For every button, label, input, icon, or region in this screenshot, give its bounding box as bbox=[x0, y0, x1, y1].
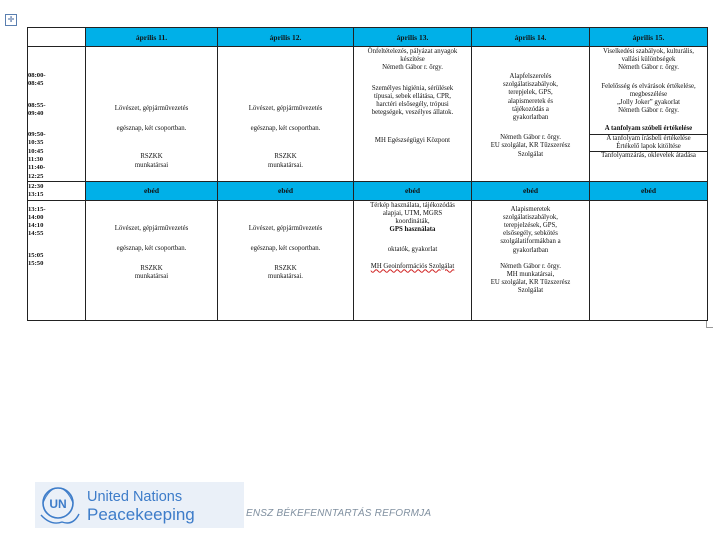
session-cell bbox=[472, 47, 590, 182]
header-time-cell bbox=[28, 28, 86, 47]
session-text: Németh Gábor r. őrgy. bbox=[618, 64, 679, 72]
session-cell bbox=[218, 200, 354, 320]
time-label: 11:30 bbox=[28, 156, 44, 164]
afternoon-row bbox=[28, 200, 708, 320]
time-label: 09:40 bbox=[28, 109, 44, 117]
logo-line2: Peacekeeping bbox=[87, 505, 195, 524]
session-text: szolgálatiszabályok, bbox=[503, 81, 558, 89]
session-text: Németh Gábor r. őrgy. bbox=[500, 262, 561, 270]
session-cell bbox=[590, 47, 708, 182]
session-text: Németh Gábor r. őrgy. bbox=[500, 134, 561, 142]
session-text: típusai, sebek ellátása, CPR, bbox=[373, 92, 452, 100]
day-header: április 12. bbox=[218, 28, 354, 47]
table-anchor-icon[interactable]: ✛ bbox=[5, 14, 17, 26]
session-text: alapjai, UTM, MGRS bbox=[382, 209, 443, 217]
logo-line1: United Nations bbox=[87, 489, 183, 505]
session-text: munkatársai bbox=[134, 161, 169, 169]
time-label: 11:40- bbox=[28, 164, 46, 172]
session-text: MH Egészségügyi Központ bbox=[374, 137, 451, 145]
session-text: Németh Gábor r. őrgy. bbox=[382, 64, 443, 72]
svg-text:UN: UN bbox=[49, 497, 67, 511]
lunch-cell: ebéd bbox=[472, 181, 590, 200]
session-text: MH Geoinformációs Szolgálat bbox=[370, 262, 455, 270]
session-text: oktatók, gyakorlat bbox=[387, 246, 438, 254]
session-text: Tanfolyamzárás, oklevelek átadása bbox=[590, 151, 707, 160]
footer-caption: ENSZ BÉKEFENNTARTÁS REFORMJA bbox=[246, 508, 432, 519]
session-text: betegségek, veszélyes állatok. bbox=[371, 109, 454, 117]
session-text: EU szolgálat, KR Tűzszerész bbox=[490, 279, 571, 287]
session-text: gyakorlatban bbox=[512, 114, 549, 122]
time-label: 13:15- bbox=[28, 205, 46, 213]
day-header: április 14. bbox=[472, 28, 590, 47]
session-text: Alapfelszerelés bbox=[509, 73, 552, 80]
session-cell bbox=[590, 200, 708, 320]
day-header: április 11. bbox=[86, 28, 218, 47]
session-text: tájékozódás a bbox=[512, 105, 549, 113]
session-text: RSZKK bbox=[140, 264, 163, 272]
time-label: 09:50- bbox=[28, 131, 46, 139]
session-text: „Jolly Joker” gyakorlat bbox=[616, 99, 681, 107]
session-text: gyakorlatban bbox=[512, 246, 549, 254]
table-resize-handle[interactable] bbox=[706, 321, 713, 328]
time-label: 13:15 bbox=[28, 191, 44, 199]
session-cell bbox=[86, 200, 218, 320]
session-text: koordináták, bbox=[395, 217, 430, 225]
session-text: egésznap, két csoportban. bbox=[116, 125, 187, 133]
day-header: április 15. bbox=[590, 28, 708, 47]
session-text: Felelősség és elvárások értékelése, bbox=[601, 82, 696, 90]
session-text: A tanfolyam írásbeli értékelése bbox=[590, 134, 707, 143]
lunch-cell: ebéd bbox=[590, 181, 708, 200]
time-label: 10:35 bbox=[28, 139, 44, 147]
morning-row bbox=[28, 47, 708, 182]
session-text: Alapismeretek bbox=[510, 205, 551, 213]
time-label: 14:55 bbox=[28, 230, 44, 238]
session-cell bbox=[472, 200, 590, 320]
session-text: Lövészet, gépjárművezetés bbox=[114, 105, 189, 112]
time-label: 08:55- bbox=[28, 101, 46, 109]
session-text: Németh Gábor r. őrgy. bbox=[618, 107, 679, 115]
session-text: Személyes higiénia, sérülések bbox=[371, 84, 454, 92]
session-text: szolgálatiformákban a bbox=[500, 238, 561, 246]
session-text: munkatársai. bbox=[268, 161, 303, 169]
lunch-cell: ebéd bbox=[218, 181, 354, 200]
time-label: 08:00- bbox=[28, 72, 46, 79]
session-text: harctéri elsősegély, trópusi bbox=[376, 101, 449, 109]
session-text: Viselkedési szabályok, kulturális, bbox=[603, 48, 694, 55]
morning-times bbox=[28, 47, 86, 182]
session-text: alapismeretek és bbox=[507, 97, 554, 105]
lunch-times bbox=[28, 181, 86, 200]
session-text: terepjelek, GPS, bbox=[508, 89, 553, 97]
session-text: elsősegély, sebkötés bbox=[503, 230, 558, 238]
session-text: szolgálatiszabályok, bbox=[503, 213, 558, 221]
session-text: A tanfolyam szóbeli értékelése bbox=[604, 125, 693, 133]
session-text: RSZKK bbox=[274, 153, 297, 161]
session-text: egésznap, két csoportban. bbox=[116, 244, 187, 252]
session-text: Önfeltételezés, pályázat anyagok bbox=[367, 48, 458, 55]
session-text: Térkép használata, tájékozódás bbox=[370, 201, 455, 209]
time-label: 12:25 bbox=[28, 172, 44, 180]
session-text: terepjelzések, GPS, bbox=[503, 221, 558, 229]
session-text: Lövészet, gépjárművezetés bbox=[248, 224, 323, 232]
time-label: 14:00 bbox=[28, 213, 44, 221]
session-text: Szolgálat bbox=[517, 287, 544, 295]
time-label: 12:30 bbox=[28, 182, 44, 190]
session-text: GPS használata bbox=[389, 226, 436, 234]
session-cell bbox=[86, 47, 218, 182]
lunch-row bbox=[28, 181, 708, 200]
session-text: Lövészet, gépjárművezetés bbox=[114, 224, 189, 232]
schedule-table bbox=[27, 27, 708, 321]
session-text: Szolgálat bbox=[517, 150, 544, 158]
session-text: RSZKK bbox=[140, 153, 163, 161]
session-text: Értékelő lapok kitöltése bbox=[616, 142, 681, 150]
time-label: 08:45 bbox=[28, 80, 44, 88]
day-header: április 13. bbox=[354, 28, 472, 47]
session-text: egésznap, két csoportban. bbox=[250, 244, 321, 252]
session-text: egésznap, két csoportban. bbox=[250, 125, 321, 133]
time-label: 10:45 bbox=[28, 147, 44, 155]
header-row bbox=[28, 28, 708, 47]
session-text: MH munkatársai, bbox=[506, 270, 555, 278]
session-cell bbox=[354, 200, 472, 320]
afternoon-times bbox=[28, 200, 86, 320]
lunch-cell: ebéd bbox=[86, 181, 218, 200]
session-text: megbeszélése bbox=[629, 90, 668, 98]
un-peacekeeping-logo bbox=[35, 482, 244, 528]
session-text: RSZKK bbox=[274, 264, 297, 272]
session-text: Lövészet, gépjárművezetés bbox=[248, 105, 323, 112]
time-label: 14:10 bbox=[28, 222, 44, 230]
session-text: munkatársai bbox=[134, 273, 169, 281]
session-text: EU szolgálat, KR Tűzszerész bbox=[490, 142, 571, 150]
time-label: 15:05 bbox=[28, 251, 44, 259]
session-cell bbox=[354, 47, 472, 182]
session-cell bbox=[218, 47, 354, 182]
lunch-cell: ebéd bbox=[354, 181, 472, 200]
time-label: 15:50 bbox=[28, 260, 44, 268]
session-text: munkatársai. bbox=[268, 273, 303, 281]
session-text: készítése bbox=[400, 56, 425, 64]
session-text: vallási különbségek bbox=[621, 56, 676, 64]
